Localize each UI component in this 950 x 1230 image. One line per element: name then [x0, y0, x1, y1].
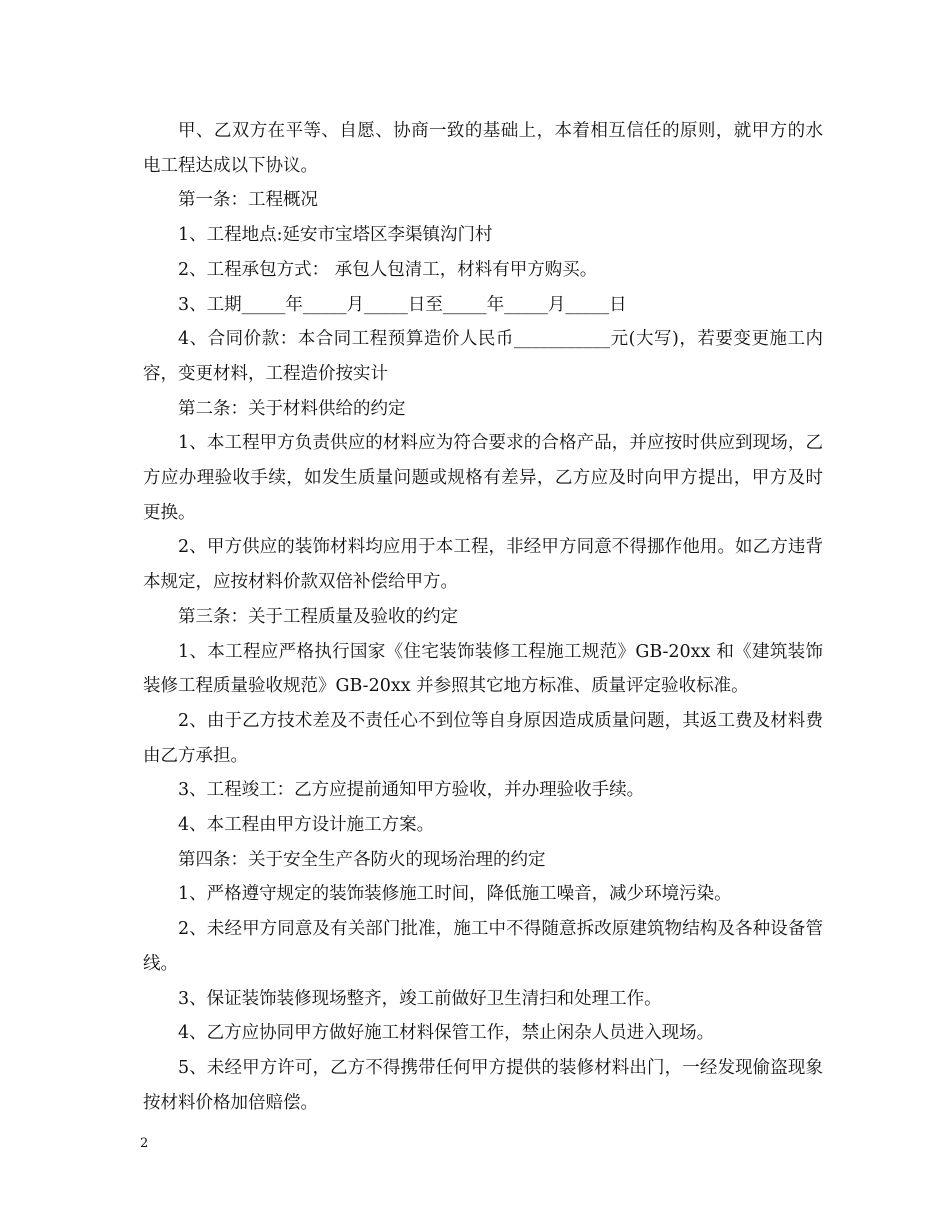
article-4-heading: 第四条：关于安全生产各防火的现场治理的约定 [178, 849, 546, 870]
article-4-item-3: 3、保证装饰装修现场整齐，竣工前做好卫生清扫和处理工作。 [178, 988, 662, 1009]
intro-paragraph: 甲、乙双方在平等、自愿、协商一致的基础上，本着相互信任的原则，就甲方的水电工程达成以下协议。 [143, 121, 823, 176]
article-1-item-3: 3、工期_____年_____月_____日至_____年_____月_____日 [178, 294, 627, 315]
article-2-item-2: 2、甲方供应的装饰材料均应用于本工程，非经甲方同意不得挪作他用。如乙方违背本规定，应按材料价款双倍补偿给甲方。 [143, 537, 823, 593]
article-4-item-1: 1、严格遵守规定的装饰装修施工时间，降低施工噪音，减少环境污染。 [178, 884, 732, 905]
article-3-item-2: 2、由于乙方技术差及不责任心不到位等自身原因造成质量问题，其返工费及材料费由乙方承担。 [143, 710, 823, 766]
article-4-item-2: 2、未经甲方同意及有关部门批准，施工中不得随意拆改原建筑物结构及各种设备管线。 [143, 919, 823, 974]
article-1-item-2: 2、工程承包方式： 承包人包清工，材料有甲方购买。 [178, 259, 598, 280]
article-4-item-4: 4、乙方应协同甲方做好施工材料保管工作，禁止闲杂人员进入现场。 [178, 1023, 715, 1044]
article-3-item-4: 4、本工程由甲方设计施工方案。 [178, 815, 435, 836]
article-3-heading: 第三条：关于工程质量及验收的约定 [178, 606, 458, 627]
article-4-item-5: 5、未经甲方许可，乙方不得携带任何甲方提供的装修材料出门，一经发现偷盗现象按材料价格加倍赔偿。 [143, 1057, 823, 1113]
page-number: 2 [140, 1136, 149, 1151]
article-2-item-1: 1、本工程甲方负责供应的材料应为符合要求的合格产品，并应按时供应到现场，乙方应办理验收手续，如发生质量问题或规格有差异，乙方应及时向甲方提出，甲方及时更换。 [143, 433, 823, 523]
article-1-item-4: 4、合同价款：本合同工程预算造价人民币___________元(大写)，若要变更施工内容，变更材料，工程造价按实计 [143, 329, 823, 384]
document-body [143, 114, 823, 1120]
article-3-item-3: 3、工程竣工：乙方应提前通知甲方验收，并办理验收手续。 [178, 780, 645, 801]
article-3-item-1: 1、本工程应严格执行国家《住宅装饰装修工程施工规范》GB-20xx 和《建筑装饰装修工程质量验收规范》GB-20xx 并参照其它地方标准、质量评定验收标准。 [143, 641, 823, 697]
article-1-heading: 第一条：工程概况 [178, 190, 318, 211]
article-2-heading: 第二条：关于材料供给的约定 [178, 398, 406, 419]
article-1-item-1: 1、工程地点:延安市宝塔区李渠镇沟门村 [178, 225, 493, 246]
